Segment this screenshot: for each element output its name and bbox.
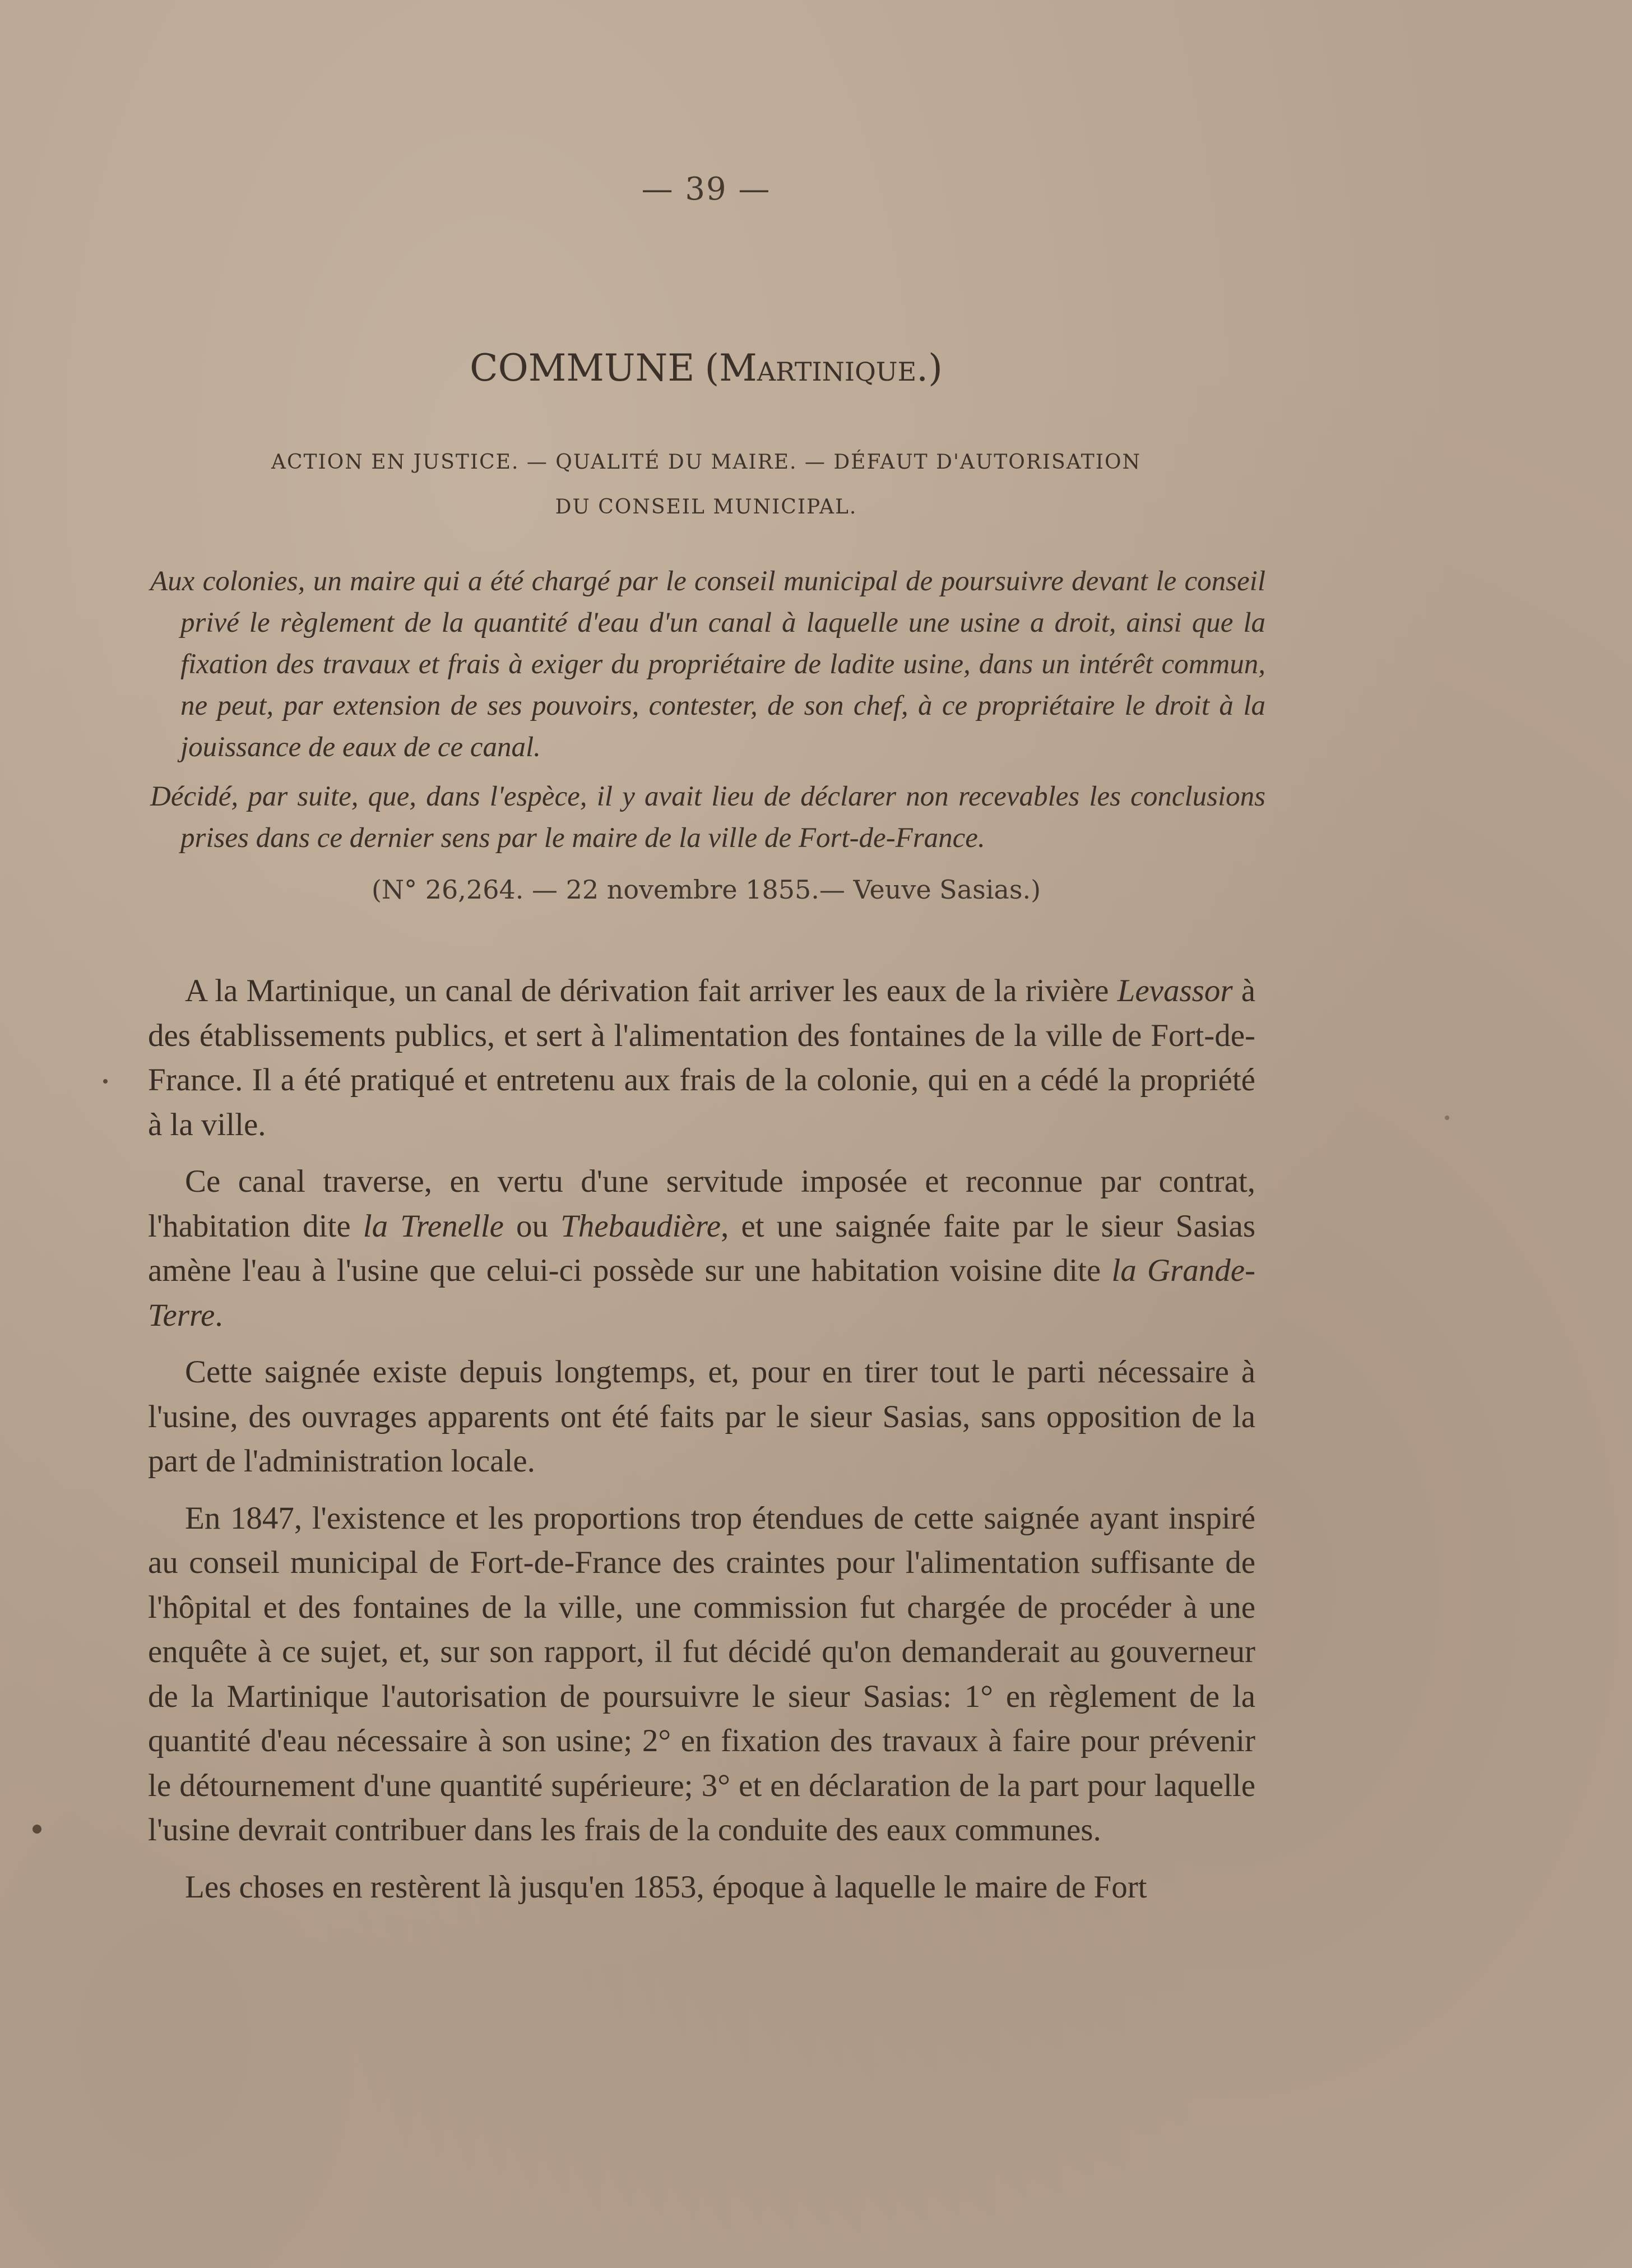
text-run: à des établissements publics, et sert à l'alimentation des fontaines de la ville de Fort-de-France. Il a été pratiqué et entretenu aux frais de la colonie, qui en a cédé la propriété à la ville. <box>148 973 1255 1142</box>
keywords-line-2: DU CONSEIL MUNICIPAL. <box>555 496 857 519</box>
body-paragraph-1 <box>148 969 1255 1147</box>
body-paragraph-4: En 1847, l'existence et les proportions trop étendues de cette saignée ayant inspiré au conseil municipal de Fort-de-France des craintes pour l'alimentation suffisante de l'hôpital et des fontaines de la ville, une commission fut chargée de procéder à une enquête à ce sujet, et, sur son rapport, il fut décidé qu'on demanderait au gouverneur de la Martinique l'autorisation de poursuivre le sieur Sasias: 1° en règlement de la quantité d'eau nécessaire à son usine; 2° en fixation des travaux à faire pour prévenir le détournement d'une quantité supérieure; 3° et en déclaration de la part pour laquelle l'usine devrait contribuer dans les frais de la conduite des eaux communes. <box>148 1500 1255 1848</box>
text-run: ou <box>503 1208 561 1244</box>
page-title <box>0 346 1412 390</box>
text-run: Ce canal traverse, en vertu d'une servitude imposée et reconnue par contrat, l'habitation dite <box>148 1164 1255 1244</box>
keywords-line-1: ACTION EN JUSTICE. — QUALITÉ DU MAIRE. — DÉFAUT D'AUTORISATION <box>271 451 1141 474</box>
text-run: , et une saignée faite par le sieur Sasias amène l'eau à l'usine que celui-ci possède sur une habitation voisine dite <box>148 1208 1256 1288</box>
text-run-italic: la Trenelle <box>363 1208 504 1244</box>
body-paragraph-5: Les choses en restèrent là jusqu'en 1853, époque à laquelle le maire de Fort <box>185 1869 1147 1905</box>
text-run-italic: la Grande-Terre <box>148 1253 1255 1333</box>
text-run: A la Martinique, un canal de dérivation fait arriver les eaux de la rivière <box>185 973 1118 1008</box>
title-region: (Martinique.) <box>704 346 943 390</box>
title-commune: COMMUNE <box>470 346 695 390</box>
paper-speck <box>103 1079 108 1084</box>
body-text <box>148 969 1255 1922</box>
text-run-italic: Thebaudière <box>560 1208 721 1244</box>
keywords-block <box>247 440 1166 530</box>
body-paragraph-3: Cette saignée existe depuis longtemps, et, pour en tirer tout le parti nécessaire à l'usine, des ouvrages apparents ont été faits par le sieur Sasias, sans opposition de la part de l'administration locale. <box>148 1354 1255 1479</box>
page-number: — 39 — <box>641 171 771 207</box>
text-run: . <box>215 1297 223 1333</box>
paper-speck <box>33 1825 41 1834</box>
summary-paragraph-2: Décidé, par suite, que, dans l'espèce, il y avait lieu de déclarer non recevables les conclusions prises dans ce dernier sens par le maire de la ville de Fort-de-France. <box>150 781 1265 854</box>
case-citation: (N° 26,264. — 22 novembre 1855.— Veuve Sasias.) <box>371 874 1041 905</box>
paper-speck <box>1445 1116 1449 1120</box>
summary-block <box>150 561 1265 867</box>
body-paragraph-2 <box>148 1159 1255 1337</box>
text-run-italic: Levassor <box>1117 973 1233 1008</box>
summary-paragraph-1: Aux colonies, un maire qui a été chargé par le conseil municipal de poursuivre devant le conseil privé le règlement de la quantité d'eau d'un canal à laquelle une usine a droit, ainsi que la fixation des travaux et frais à exiger du propriétaire de ladite usine, dans un intérêt commun, ne peut, par extension de ses pouvoirs, contester, de son chef, à ce propriétaire le droit à la jouissance de eaux de ce canal. <box>150 566 1265 763</box>
